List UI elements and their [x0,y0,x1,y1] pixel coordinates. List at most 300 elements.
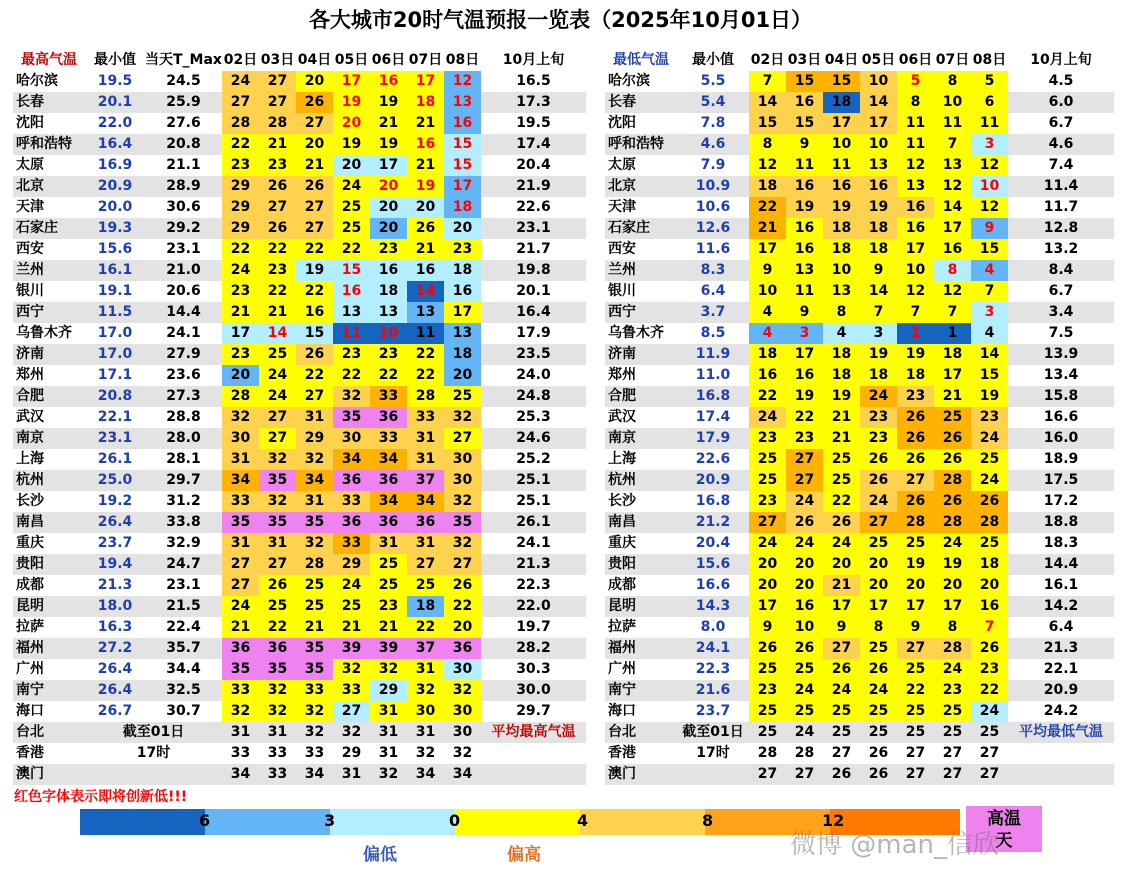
legend-tick: 0 [449,811,461,830]
climate-mean: 25.1 [481,470,586,491]
forecast-cell: 34 [370,449,407,470]
climate-mean: 7.5 [1048,325,1074,341]
forecast-cell: 21 [407,155,444,176]
forecast-cell: 7 [934,134,971,155]
forecast-cell: 26 [971,638,1008,659]
today-tmax: 31.2 [166,493,201,509]
forecast-cell: 34 [370,491,407,512]
today-tmax: 30.6 [166,199,201,215]
forecast-cell: 31 [296,491,333,512]
forecast-cell: 30 [444,659,481,680]
table-row [13,71,586,92]
climate-mean: 22.6 [516,199,551,215]
forecast-cell: 22 [259,281,296,302]
climate-mean: 26.1 [481,512,586,533]
table-row [605,386,1114,407]
legend-tick: 3 [324,811,336,830]
min-value: 22.1 [97,409,133,425]
column-header: 10月上旬 [1030,52,1092,68]
forecast-cell: 32 [370,764,407,785]
table-row [13,428,586,449]
city-name: 济南 [13,344,85,365]
min-value: 22.3 [695,661,731,677]
forecast-cell: 8 [749,134,786,155]
forecast-cell: 15 [971,365,1008,386]
column-header: 02日 [223,52,258,68]
forecast-cell: 21 [296,617,333,638]
table-row [13,470,586,491]
forecast-cell: 31 [407,659,444,680]
forecast-cell: 31 [296,407,333,428]
forecast-cell: 25 [259,596,296,617]
climate-mean: 28.2 [481,638,586,659]
forecast-cell: 25 [823,701,860,722]
forecast-cell: 18 [823,239,860,260]
forecast-cell: 26 [786,512,823,533]
table-row [13,554,586,575]
forecast-cell: 28 [934,470,971,491]
avg-label: 平均最高气温 [481,722,586,743]
forecast-cell: 21 [222,302,259,323]
forecast-cell: 27 [831,745,852,761]
forecast-cell: 16 [786,239,823,260]
min-value: 17.1 [97,367,133,383]
forecast-cell: 26 [407,218,444,239]
forecast-cell: 25 [749,449,786,470]
city-name: 天津 [16,199,44,215]
today-tmax: 21.0 [145,260,222,281]
forecast-cell: 25 [971,722,1008,743]
city-name: 西宁 [605,302,677,323]
table-row [13,92,586,113]
forecast-cell: 3 [786,323,823,344]
city-name: 哈尔滨 [16,73,58,89]
forecast-cell: 19 [370,92,407,113]
forecast-cell: 12 [897,281,934,302]
climate-mean: 25.1 [516,493,551,509]
forecast-cell: 13 [934,155,971,176]
forecast-cell: 32 [333,659,370,680]
forecast-cell: 20 [971,575,1008,596]
city-name: 澳门 [13,764,85,785]
min-value: 3.7 [677,302,749,323]
forecast-cell: 29 [296,428,333,449]
forecast-cell: 20 [444,218,481,239]
forecast-cell: 16 [786,365,823,386]
climate-mean: 13.4 [1043,367,1079,383]
climate-mean: 15.8 [1008,386,1114,407]
min-value: 16.6 [695,577,731,593]
forecast-cell: 4 [971,323,1008,344]
forecast-cell: 25 [786,701,823,722]
forecast-cell: 23 [860,428,897,449]
min-value: 15.6 [97,241,133,257]
forecast-cell: 19 [860,197,897,218]
forecast-cell: 23 [370,239,407,260]
avg-label [1008,743,1114,764]
min-value: 17.9 [677,428,749,449]
forecast-cell: 15 [823,71,860,92]
forecast-cell: 31 [259,722,296,743]
forecast-cell: 14 [407,281,444,302]
city-name: 郑州 [608,367,636,383]
forecast-cell: 29 [222,218,259,239]
forecast-cell: 18 [897,365,934,386]
city-name: 南宁 [13,680,85,701]
climate-mean: 3.4 [1008,302,1114,323]
climate-mean: 24.8 [481,386,586,407]
min-value: 11.5 [85,302,145,323]
forecast-cell: 16 [897,218,934,239]
forecast-cell: 21 [823,428,860,449]
city-name: 拉萨 [608,619,636,635]
today-tmax: 28.0 [145,428,222,449]
forecast-cell: 22 [333,365,370,386]
forecast-cell: 7 [897,302,934,323]
forecast-cell: 25 [860,701,897,722]
city-name: 昆明 [13,596,85,617]
min-value: 16.8 [677,386,749,407]
climate-mean: 29.7 [516,703,551,719]
table-row [605,365,1114,386]
forecast-cell: 20 [444,617,481,638]
forecast-cell: 31 [333,764,370,785]
forecast-cell: 24 [934,533,971,554]
forecast-cell: 8 [823,302,860,323]
forecast-cell: 18 [749,344,786,365]
forecast-cell: 27 [222,92,259,113]
forecast-cell: 12 [444,71,481,92]
forecast-cell: 27 [296,113,333,134]
header-row [13,50,586,71]
table-row [13,701,586,722]
forecast-cell: 23 [222,344,259,365]
forecast-cell: 28 [934,638,971,659]
forecast-cell: 19 [897,344,934,365]
observation-note: 17时 [136,745,171,761]
forecast-cell: 23 [897,386,934,407]
forecast-cell: 32 [407,680,444,701]
forecast-cell: 34 [222,764,259,785]
city-name: 杭州 [13,470,85,491]
forecast-cell: 16 [407,260,444,281]
table-row [13,638,586,659]
today-tmax: 20.6 [166,283,201,299]
climate-mean: 22.0 [481,596,586,617]
legend-deep-blue [80,809,205,835]
legend-mid-blue [205,809,330,835]
forecast-cell: 17 [407,71,444,92]
city-name: 台北 [605,722,677,743]
forecast-cell: 18 [407,92,444,113]
city-name: 拉萨 [16,619,44,635]
forecast-cell: 17 [749,239,786,260]
forecast-cell: 14 [860,92,897,113]
forecast-cell: 21 [333,617,370,638]
table-row [605,239,1114,260]
forecast-cell: 10 [971,176,1008,197]
min-value: 23.1 [85,428,145,449]
city-name: 石家庄 [13,218,85,239]
column-header: 04日 [824,52,859,68]
column-header: 最小值 [94,52,136,68]
forecast-cell: 22 [296,281,333,302]
today-tmax: 29.7 [145,470,222,491]
forecast-cell: 16 [749,365,786,386]
forecast-cell: 26 [259,575,296,596]
forecast-cell: 27 [222,554,259,575]
city-name: 长沙 [16,493,44,509]
city-name: 银川 [608,283,636,299]
forecast-cell: 20 [860,554,897,575]
forecast-cell: 30 [407,701,444,722]
forecast-cell: 33 [230,745,251,761]
forecast-cell: 23 [259,155,296,176]
table-row [605,218,1114,239]
forecast-cell: 17 [749,596,786,617]
min-value: 16.3 [97,619,133,635]
climate-mean: 14.2 [1008,596,1114,617]
forecast-cell: 16 [786,176,823,197]
forecast-cell: 18 [823,218,860,239]
city-name: 乌鲁木齐 [608,325,664,341]
city-name: 上海 [16,451,44,467]
forecast-cell: 25 [897,701,934,722]
forecast-cell: 36 [333,470,370,491]
table-row [605,113,1114,134]
today-tmax: 34.4 [166,661,201,677]
forecast-cell: 19 [934,554,971,575]
table-row [13,680,586,701]
forecast-cell: 1 [897,323,934,344]
forecast-cell: 17 [860,113,897,134]
forecast-cell: 29 [341,745,362,761]
climate-mean: 16.4 [481,302,586,323]
city-name: 南昌 [605,512,677,533]
forecast-cell: 9 [860,260,897,281]
table-row [605,302,1114,323]
min-value: 16.1 [85,260,145,281]
forecast-cell: 15 [333,260,370,281]
table-row [605,638,1114,659]
forecast-cell: 20 [333,113,370,134]
forecast-cell: 35 [222,512,259,533]
forecast-cell: 21 [407,239,444,260]
today-tmax: 27.6 [166,115,201,131]
forecast-cell: 27 [259,71,296,92]
forecast-cell: 24 [222,71,259,92]
min-value: 23.7 [97,535,133,551]
climate-mean: 14.4 [1008,554,1114,575]
forecast-cell: 27 [979,745,1000,761]
min-value: 14.3 [677,596,749,617]
forecast-cell: 31 [407,449,444,470]
forecast-cell: 16 [786,218,823,239]
climate-mean: 19.8 [481,260,586,281]
table-row [13,239,586,260]
min-value: 25.0 [85,470,145,491]
climate-mean: 4.5 [1048,73,1074,89]
city-name: 成都 [16,577,44,593]
forecast-cell: 15 [749,113,786,134]
forecast-cell: 31 [370,533,407,554]
city-name: 香港 [608,745,636,761]
climate-mean: 21.9 [481,176,586,197]
avg-label: 平均最低气温 [1008,722,1114,743]
forecast-cell: 20 [444,365,481,386]
forecast-cell: 16 [786,596,823,617]
forecast-cell: 26 [897,428,934,449]
forecast-cell: 3 [971,134,1008,155]
forecast-cell: 9 [749,617,786,638]
min-value: 7.9 [700,157,726,173]
climate-mean: 20.9 [1008,680,1114,701]
forecast-cell: 10 [370,323,407,344]
table-row [605,533,1114,554]
forecast-cell: 16 [444,113,481,134]
forecast-cell: 7 [971,281,1008,302]
forecast-cell: 18 [749,176,786,197]
city-name: 太原 [608,157,636,173]
column-header: 02日 [750,52,785,68]
min-value: 12.6 [677,218,749,239]
city-name: 上海 [608,451,636,467]
forecast-cell: 27 [786,470,823,491]
forecast-cell: 21 [749,218,786,239]
forecast-cell: 22 [786,407,823,428]
today-tmax: 24.1 [166,325,201,341]
forecast-cell: 34 [296,470,333,491]
avg-label [481,743,586,764]
forecast-cell: 33 [296,680,333,701]
forecast-cell: 31 [407,722,444,743]
forecast-cell: 35 [259,659,296,680]
forecast-cell: 16 [370,260,407,281]
city-name: 武汉 [608,409,636,425]
forecast-cell: 15 [296,323,333,344]
forecast-cell: 28 [222,113,259,134]
forecast-cell: 21 [259,134,296,155]
forecast-cell: 28 [222,386,259,407]
forecast-cell: 36 [370,470,407,491]
climate-mean: 24.0 [516,367,551,383]
min-value: 8.0 [700,619,726,635]
forecast-cell: 25 [749,701,786,722]
forecast-cell: 14 [860,281,897,302]
forecast-cell: 25 [259,344,296,365]
city-name: 贵阳 [605,554,677,575]
forecast-cell: 14 [971,344,1008,365]
legend-light-orange [580,809,705,835]
table-row [13,575,586,596]
today-tmax: 21.1 [166,157,201,173]
column-header: 03日 [260,52,295,68]
max-temp-table [13,50,586,785]
forecast-cell: 13 [897,176,934,197]
forecast-cell: 19 [370,134,407,155]
extra-row [605,764,1114,785]
city-name: 石家庄 [605,218,677,239]
forecast-cell: 26 [934,491,971,512]
forecast-cell: 24 [823,680,860,701]
forecast-cell: 30 [444,701,481,722]
forecast-cell: 10 [860,71,897,92]
forecast-cell: 9 [749,260,786,281]
forecast-cell: 21 [259,302,296,323]
climate-mean: 6.0 [1008,92,1114,113]
forecast-cell: 15 [971,239,1008,260]
forecast-cell: 13 [786,260,823,281]
forecast-cell: 8 [934,617,971,638]
min-value: 16.4 [85,134,145,155]
forecast-cell: 8 [860,617,897,638]
city-name: 沈阳 [608,115,636,131]
forecast-cell: 20 [296,134,333,155]
forecast-cell: 23 [259,260,296,281]
city-name: 重庆 [16,535,44,551]
climate-mean: 21.3 [481,554,586,575]
table-row [13,491,586,512]
climate-mean: 16.1 [1043,577,1079,593]
min-value: 27.2 [85,638,145,659]
forecast-cell: 27 [786,449,823,470]
forecast-cell: 29 [370,680,407,701]
forecast-cell: 3 [860,323,897,344]
forecast-cell: 31 [259,533,296,554]
forecast-cell: 27 [749,764,786,785]
city-name: 哈尔滨 [608,73,650,89]
forecast-cell: 18 [971,554,1008,575]
forecast-cell: 16 [444,281,481,302]
forecast-cell: 16 [786,92,823,113]
forecast-cell: 28 [934,512,971,533]
min-value: 20.9 [85,176,145,197]
city-name: 长春 [605,92,677,113]
climate-mean: 11.7 [1043,199,1079,215]
forecast-cell: 32 [259,680,296,701]
forecast-cell: 24 [259,365,296,386]
min-value: 18.0 [85,596,145,617]
forecast-cell: 26 [860,470,897,491]
table-row [605,92,1114,113]
city-name: 呼和浩特 [13,134,85,155]
min-value: 8.3 [677,260,749,281]
climate-mean: 24.2 [1043,703,1079,719]
forecast-cell: 25 [971,449,1008,470]
extra-row [13,722,586,743]
city-name: 海口 [608,703,636,719]
min-value: 19.4 [85,554,145,575]
forecast-cell: 27 [296,218,333,239]
forecast-cell: 31 [407,533,444,554]
forecast-cell: 11 [897,113,934,134]
forecast-cell: 26 [444,575,481,596]
forecast-cell: 17 [786,344,823,365]
min-value: 20.1 [85,92,145,113]
column-header: 08日 [972,52,1007,68]
forecast-cell: 24 [749,533,786,554]
forecast-cell: 19 [897,554,934,575]
forecast-cell: 36 [370,512,407,533]
forecast-cell: 24 [971,470,1008,491]
today-tmax: 23.1 [166,241,201,257]
forecast-cell: 11 [407,323,444,344]
forecast-cell: 30 [444,722,481,743]
forecast-cell: 18 [823,365,860,386]
climate-mean: 30.3 [516,661,551,677]
forecast-cell: 18 [860,218,897,239]
table-row [13,197,586,218]
